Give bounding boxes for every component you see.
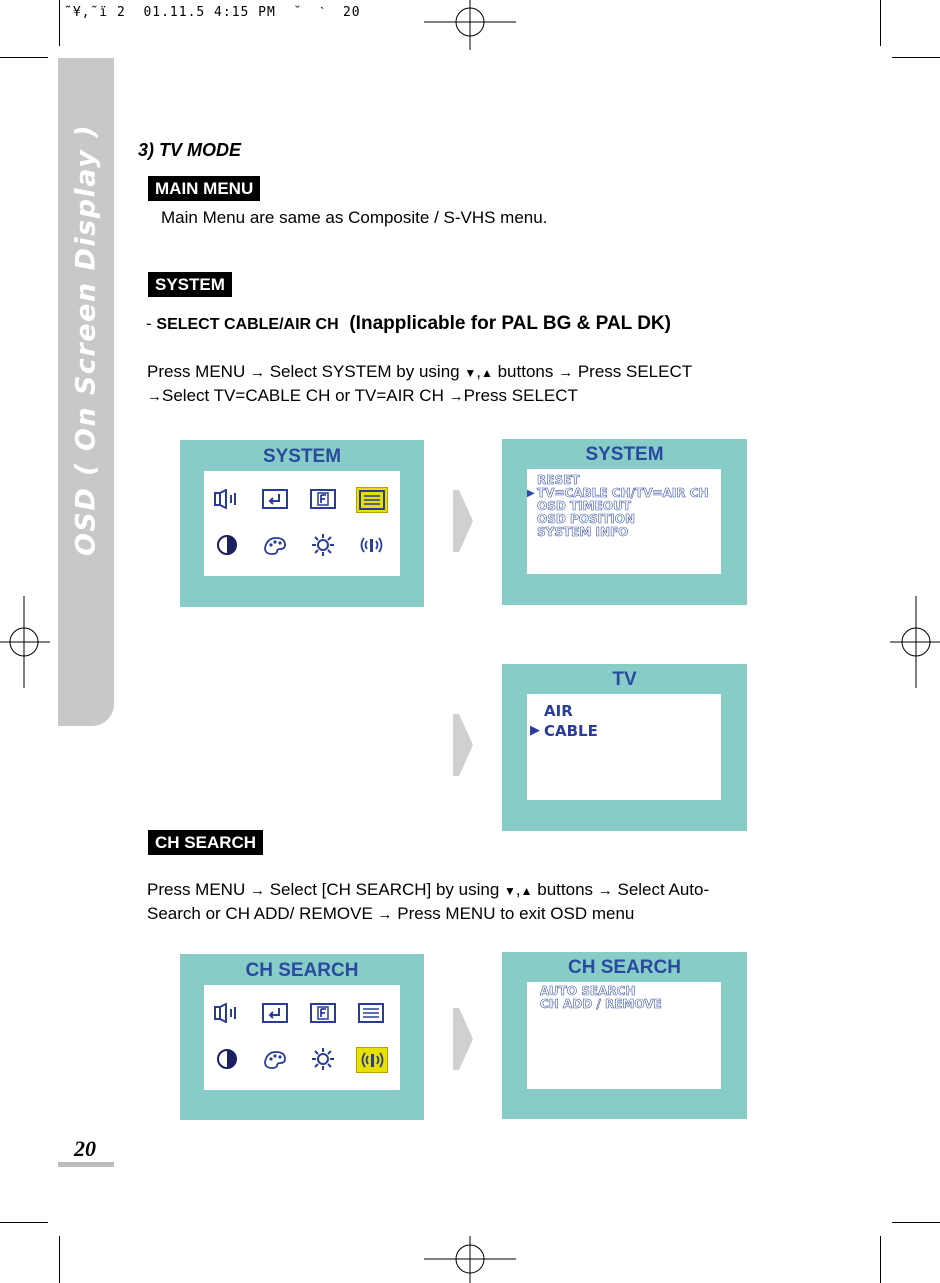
arrow-icon: → (448, 388, 464, 405)
brightness-icon (308, 1047, 338, 1071)
crop-mark (0, 1222, 48, 1223)
panel-title: CH SEARCH (568, 957, 681, 978)
icon-grid (204, 471, 400, 576)
contrast-icon (212, 533, 242, 557)
system-label: SYSTEM (148, 272, 232, 297)
main-menu-label: MAIN MENU (148, 176, 260, 201)
crop-mark (880, 1236, 881, 1283)
return-icon (260, 487, 290, 511)
crop-mark (0, 57, 48, 58)
ch-menu-list (530, 985, 662, 1011)
screen-icon (356, 1001, 386, 1025)
return-icon (260, 1001, 290, 1025)
system-menu-list-box (527, 469, 721, 574)
section-title: 3) TV MODE (138, 140, 242, 160)
print-header-code: ˜¥,˜ï 2 01.11.5 4:15 PM ˘ ˋ 20 (64, 5, 361, 20)
system-menu-item[interactable] (527, 526, 709, 539)
arrow-icon: → (147, 388, 162, 405)
system-instruction-line-1: Press MENU → Select SYSTEM by using ▼,▲ buttons → Press SELECT (147, 362, 693, 381)
arrow-icon: → (249, 364, 265, 381)
antenna-icon (356, 1047, 388, 1073)
ch-menu-list-box (527, 982, 721, 1089)
f-icon (308, 487, 338, 511)
system-menu-item-label: SYSTEM INFO (537, 525, 629, 539)
tv-panel (502, 664, 747, 831)
panel-title: SYSTEM (585, 444, 664, 465)
up-triangle-icon: ▲ (520, 884, 533, 898)
crop-mark (59, 1236, 60, 1283)
system-menu-list (527, 474, 709, 539)
crop-mark (892, 1222, 940, 1223)
panel-title: SYSTEM (262, 446, 342, 467)
page-number-bar (58, 1162, 114, 1167)
color-icon (260, 1047, 290, 1071)
arrow-icon: → (377, 906, 393, 923)
tv-list-box (527, 694, 721, 800)
registration-mark-top (424, 0, 516, 50)
icon-grid (204, 985, 400, 1090)
side-tab-text: OSD ( On Screen Display ) (70, 123, 102, 557)
system-menu-item-label: TV=CABLE CH/TV=AIR CH (537, 486, 709, 500)
ch-search-instruction-line-1: Press MENU → Select [CH SEARCH] by using ▼,▲ buttons → Select Auto- (147, 880, 710, 899)
antenna-icon (356, 533, 386, 557)
ch-search-menu-panel (502, 952, 747, 1119)
down-triangle-icon: ▼ (504, 884, 516, 898)
crop-mark (880, 0, 881, 46)
tv-menu-item-label: AIR (544, 702, 573, 720)
arrow-icon: → (597, 882, 613, 899)
crop-mark (892, 57, 940, 58)
arrow-icon: → (249, 882, 265, 899)
pointer-icon: ▶ (530, 723, 540, 738)
subheading-note: (Inapplicable for PAL BG & PAL DK) (349, 313, 671, 334)
panel-title: CH SEARCH (245, 960, 359, 981)
system-instruction-line-2: →Select TV=CABLE CH or TV=AIR CH →Press SELECT (147, 386, 578, 405)
main-menu-text: Main Menu are same as Composite / S-VHS menu. (161, 208, 548, 227)
tv-menu-item[interactable] (530, 721, 598, 741)
registration-mark-left (0, 596, 50, 688)
system-icons-panel (180, 440, 424, 607)
subheading-dash: - (146, 314, 157, 333)
system-menu-item-label: OSD TIMEOUT (537, 499, 631, 513)
system-menu-item-label: OSD POSITION (537, 512, 635, 526)
pointer-icon: ▶ (527, 488, 535, 499)
ch-search-instruction-line-2: Search or CH ADD/ REMOVE → Press MENU to exit OSD menu (147, 904, 635, 923)
system-menu-item-label: RESET (537, 473, 580, 487)
tv-menu-item[interactable] (530, 701, 598, 721)
crop-mark (59, 0, 60, 46)
flow-arrow-icon (453, 1008, 473, 1070)
system-menu-panel (502, 439, 747, 605)
color-icon (260, 533, 290, 557)
ch-search-label: CH SEARCH (148, 830, 263, 855)
f-icon (308, 1001, 338, 1025)
ch-menu-item-label: AUTO SEARCH (540, 984, 636, 998)
registration-mark-bottom (424, 1236, 516, 1283)
brightness-icon (308, 533, 338, 557)
ch-search-icons-panel (180, 954, 424, 1120)
tv-menu-item-label: CABLE (544, 722, 598, 740)
page-number: 20 (74, 1136, 96, 1161)
system-subheading-line (146, 312, 671, 337)
tv-list (530, 701, 598, 741)
flow-arrow-icon (453, 714, 473, 776)
arrow-icon: → (558, 364, 574, 381)
ch-menu-item[interactable] (530, 998, 662, 1011)
speaker-icon (212, 487, 242, 511)
panel-title: TV (612, 669, 637, 690)
flow-arrow-icon (453, 490, 473, 552)
down-triangle-icon: ▼ (464, 366, 477, 380)
ch-menu-item-label: CH ADD / REMOVE (540, 997, 662, 1011)
screen-icon (356, 487, 388, 513)
speaker-icon (212, 1001, 242, 1025)
registration-mark-right (890, 596, 940, 688)
up-triangle-icon: ▲ (480, 366, 493, 380)
subheading-title: SELECT CABLE/AIR CH (156, 316, 339, 333)
contrast-icon (212, 1047, 242, 1071)
